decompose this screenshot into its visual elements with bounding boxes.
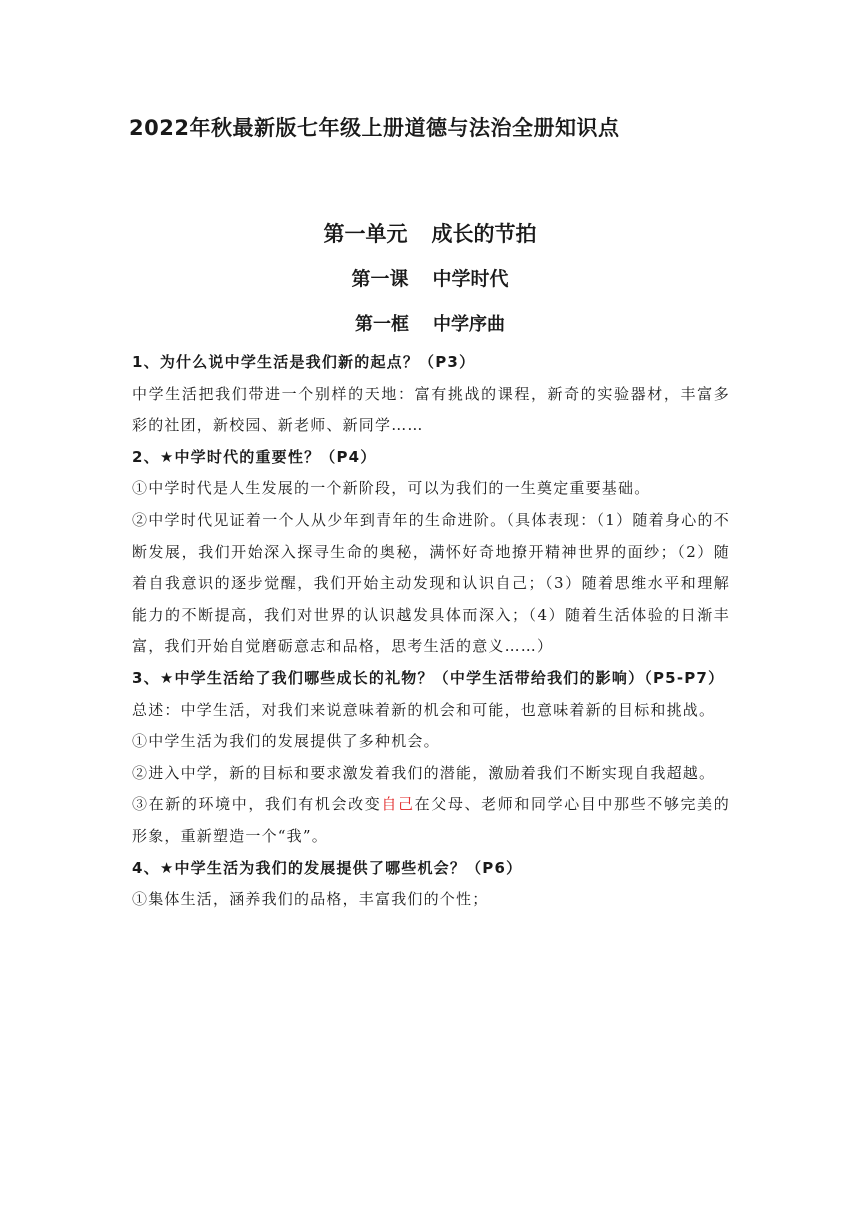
answer-4-point-1: ①集体生活，涵养我们的品格，丰富我们的个性；	[132, 890, 489, 909]
answer-3-point-2: ②进入中学，新的目标和要求激发着我们的潜能，激励着我们不断实现自我超越。	[132, 763, 716, 782]
frame-heading	[0, 310, 860, 336]
highlighted-text: 自己	[381, 795, 415, 814]
answer-2-point-2: ②中学时代见证着一个人从少年到青年的生命进阶。（具体表现：（1）随着身心的不断发展，我们开始深入探寻生命的奥秘，满怀好奇地撩开精神世界的面纱；（2）随着自我意识的逐步觉醒，我们开始主动发现和认识自己；（3）随着思维水平和理解能力的不断提高，我们对世界的认识越发具体而深入；（4）随着生活体验的日渐丰富，我们开始自觉磨砺意志和品格，思考生活的意义……）	[132, 510, 730, 656]
document-title: 2022年秋最新版七年级上册道德与法治全册知识点	[129, 116, 620, 140]
lesson-heading	[0, 264, 860, 291]
question-4: 4、★中学生活为我们的发展提供了哪些机会？（P6）	[132, 858, 523, 877]
unit-label: 第一单元	[323, 222, 408, 246]
answer-3-point-3	[132, 789, 730, 852]
document-body	[132, 347, 730, 916]
answer-3-point-3-after: 在父母、老师和同学心目中那些不够完美的形象，重新塑造一个“我”。	[132, 795, 730, 845]
frame-label: 第一框	[355, 314, 409, 335]
answer-3-point-3-before: ③在新的环境中，我们有机会改变	[132, 795, 382, 814]
unit-heading	[0, 218, 860, 248]
answer-3-point-1: ①中学生活为我们的发展提供了多种机会。	[132, 732, 440, 751]
question-1: 1、为什么说中学生活是我们新的起点？（P3）	[132, 353, 476, 371]
question-3: 3、★中学生活给了我们哪些成长的礼物？（中学生活带给我们的影响）（P5-P7）	[132, 668, 725, 687]
lesson-label: 第一课	[351, 268, 409, 290]
answer-2-point-1: ①中学时代是人生发展的一个新阶段，可以为我们的一生奠定重要基础。	[132, 479, 651, 498]
frame-name: 中学序曲	[433, 314, 505, 335]
lesson-name: 中学时代	[432, 268, 509, 290]
answer-1: 中学生活把我们带进一个别样的天地：富有挑战的课程，新奇的实验器材，丰富多彩的社团，新校园、新老师、新同学……	[132, 384, 730, 435]
unit-name: 成长的节拍	[431, 222, 537, 246]
answer-3-summary: 总述：中学生活，对我们来说意味着新的机会和可能，也意味着新的目标和挑战。	[132, 700, 716, 719]
question-2: 2、★中学时代的重要性？（P4）	[132, 447, 377, 466]
